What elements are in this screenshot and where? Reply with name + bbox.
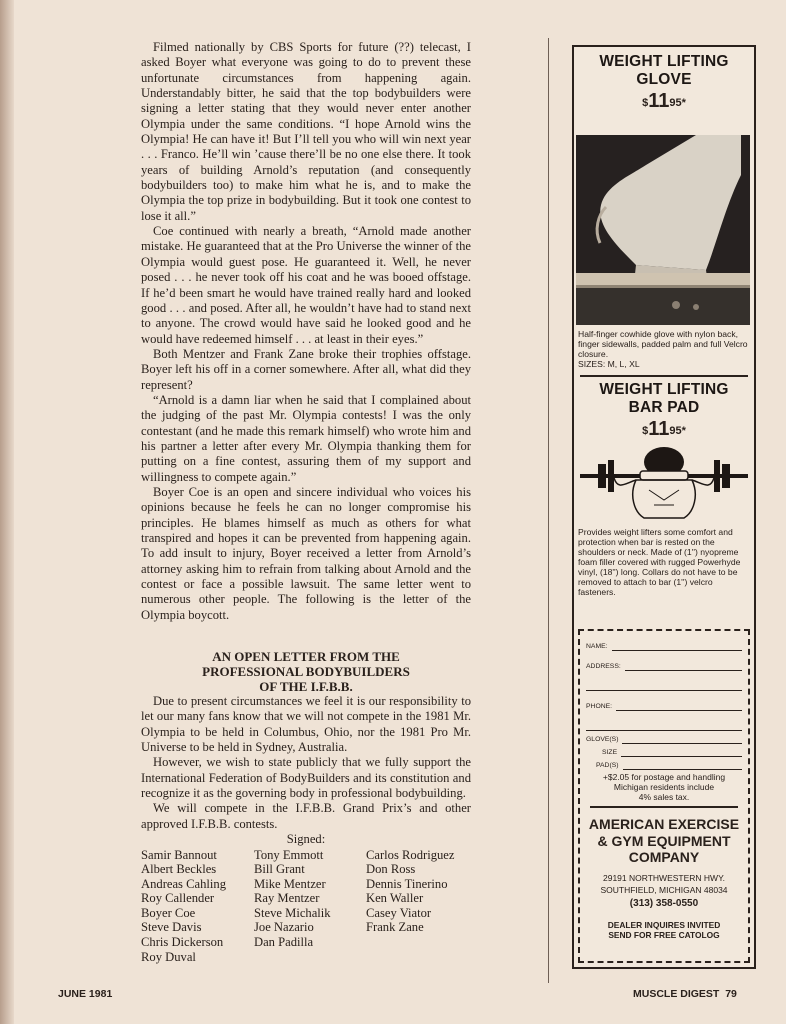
signatory: Boyer Coe — [141, 905, 196, 920]
pad-title-line: BAR PAD — [628, 399, 700, 416]
size-field[interactable] — [621, 749, 742, 757]
signatory: Andreas Cahling — [141, 876, 226, 891]
glove-description-block — [574, 329, 754, 597]
postage-note: +$2.05 for postage and handling — [602, 772, 726, 782]
gloves-label: GLOVE(S) — [586, 736, 619, 743]
address-label: ADDRESS: — [586, 663, 621, 670]
signatory: Mike Mentzer — [254, 876, 326, 891]
open-letter-title — [141, 649, 471, 694]
article-paragraph: Boyer Coe is an open and sincere individual who voices his opinions because he feels he can no longer compromise his principles. He blames himself as much as others for what transpired and hopes it can be prevented from happening again. To add insult to injury, Boyer received a letter from Arnold’s attorney asking him to refrain from talking about Arnold and the contest or face a possible lawsuit. The same letter went to numerous other people. The following is the letter of the Olympia boycott. — [141, 484, 471, 622]
signatory: Dennis Tinerino — [366, 876, 448, 891]
letter-paragraph: Due to present circumstances we feel it is our responsibility to let our many fans know that we will not compete in the 1981 Mr. Olympia to be held in Columbus, Ohio, nor the 1981 Pro Mr. Universe to be held in Sydney, Australia. — [141, 694, 471, 755]
pads-row — [596, 757, 742, 770]
signatory: Don Ross — [366, 862, 416, 877]
price-dollar-sign: $ — [642, 425, 649, 437]
pad-title-line: WEIGHT LIFTING — [599, 381, 729, 398]
signatory: Dan Padilla — [254, 935, 314, 950]
gloves-row — [586, 731, 742, 744]
pad-heading — [574, 381, 754, 417]
name-label: NAME: — [586, 643, 608, 650]
address-field[interactable] — [625, 663, 742, 671]
signatory: Ken Waller — [366, 891, 424, 906]
open-letter-title-line: OF THE I.F.B.B. — [259, 679, 353, 695]
company-name-line: & GYM EQUIPMENT — [597, 832, 731, 849]
article-paragraph: Coe continued with nearly a breath, “Arnold made another mistake. He guaranteed that at the Pro Universe the winner of the Olympia would guest pose. He guaranteed it. Well, he never posed . . . he never took off his coat and he was booed offstage. If he’d been smart he would have trained really hard and looked good . . . and posed. After all, he wouldn’t have had to stand next to anyone. The crowd would have said he looked good and he would have redeemed himself . . . at least in their eyes.” — [141, 224, 471, 346]
bar-pad-illustration — [574, 440, 754, 520]
phone-label: PHONE: — [586, 703, 613, 710]
signatory: Samir Bannout — [141, 847, 217, 862]
company-name-line: COMPANY — [628, 849, 700, 865]
price-dollars: 11 — [648, 418, 670, 440]
tax-note-line: 4% sales tax. — [638, 792, 690, 802]
phone-field[interactable] — [616, 703, 742, 711]
signatory: Ray Mentzer — [254, 891, 320, 906]
gloves-field[interactable] — [622, 736, 742, 744]
magazine-name: MUSCLE DIGEST — [633, 988, 720, 1000]
section-rule — [580, 375, 748, 377]
signatory-column-3 — [366, 848, 471, 965]
pad-price — [574, 418, 754, 440]
glove-title-line: WEIGHT LIFTING — [599, 53, 729, 70]
signatory: Roy Callender — [141, 891, 215, 906]
column-divider — [548, 38, 549, 983]
open-letter-title-line: PROFESSIONAL BODYBUILDERS — [202, 664, 410, 680]
open-letter-title-line: AN OPEN LETTER FROM THE — [212, 649, 400, 665]
address-row-2 — [586, 671, 742, 691]
signatory: Steve Davis — [141, 920, 202, 935]
page-number: 79 — [725, 988, 737, 1000]
signatory: Tony Emmott — [254, 847, 324, 862]
signatory: Chris Dickerson — [141, 935, 224, 950]
price-dollars: 11 — [648, 90, 670, 112]
page-binding-shadow — [0, 0, 14, 1024]
tax-note-line: Michigan residents include — [613, 782, 715, 792]
company-address-line: SOUTHFIELD, MICHIGAN 48034 — [600, 884, 728, 895]
company-address-line: 29191 NORTHWESTERN HWY. — [602, 872, 726, 883]
price-cents: 95* — [669, 97, 686, 109]
pads-label: PAD(S) — [596, 762, 619, 769]
catalog-note: SEND FOR FREE CATOLOG — [608, 929, 720, 940]
article-paragraph: Both Mentzer and Frank Zane broke their trophies offstage. Boyer left his off in a corner somewhere. After all, what did they represent? — [141, 346, 471, 392]
blank-row — [586, 711, 742, 731]
phone-row — [586, 691, 742, 711]
article-column — [141, 40, 471, 964]
glove-title-line: GLOVE — [636, 71, 692, 88]
advertisement — [572, 45, 756, 969]
order-form — [578, 629, 750, 963]
article-paragraph: “Arnold is a damn liar when he said that I complained about the judging of the past Mr. Olympia contests! I was the only contestant (and he made this remark himself) who wrote him and his partner a letter after every Mr. Olympia thanking them for putting on a fine contest, assuring them of my support and willingness to compete again.” — [141, 392, 471, 484]
company-name-line: AMERICAN EXERCISE — [588, 816, 740, 832]
glove-price — [574, 90, 754, 112]
signatory-column-1 — [141, 848, 254, 965]
article-paragraph: Filmed nationally by CBS Sports for future (??) telecast, I asked Boyer what everyone was going to do to prevent these unfortunate circumstances from happening again. Understandably bitter, he said that the top bodybuilders were signing a letter stating that they would never enter another Olympia under the same conditions. “I hope Arnold wins the Olympia! He can have it! But I’ll tell you who will win next year . . . Franco. He’ll win ’cause there’ll be no one else there. It took years of building Arnold’s reputation (and consequently bodybuilders too) to make him what he is, and to make the Olympia the top prize in bodybuilding. But it took one contest to lose it all.” — [141, 40, 471, 223]
address-row — [586, 651, 742, 671]
section-rule — [590, 806, 738, 808]
name-field[interactable] — [612, 643, 742, 651]
glove-heading — [574, 53, 754, 89]
signatories — [141, 848, 471, 965]
size-label: SIZE — [602, 749, 618, 756]
company-phone: (313) 358-0550 — [629, 897, 699, 909]
signatory: Steve Michalik — [254, 905, 331, 920]
size-row — [602, 744, 742, 757]
signatory: Bill Grant — [254, 862, 305, 877]
signatory-column-2 — [254, 848, 366, 965]
signatory: Carlos Rodriguez — [366, 847, 455, 862]
glove-hand-illustration — [576, 135, 750, 325]
signed-label: Signed: — [286, 832, 326, 847]
letter-paragraph: However, we wish to state publicly that we fully support the International Federation of BodyBuilders and its constitution and recognize it as the governing body in professional bodybuilding. — [141, 755, 471, 801]
price-cents: 95* — [669, 425, 686, 437]
signatory: Roy Duval — [141, 949, 196, 964]
price-dollar-sign: $ — [642, 97, 649, 109]
signatory: Albert Beckles — [141, 862, 217, 877]
signatory: Frank Zane — [366, 920, 424, 935]
letter-paragraph: We will compete in the I.F.B.B. Grand Prix’s and other approved I.F.B.B. contests. — [141, 801, 471, 831]
signatory: Joe Nazario — [254, 920, 314, 935]
name-row — [586, 631, 742, 651]
glove-sizes: SIZES: M, L, XL — [578, 359, 640, 369]
glove-description: Half-finger cowhide glove with nylon back, finger sidewalls, padded palm and full Velcro closure. — [578, 329, 748, 359]
issue-date: JUNE 1981 — [58, 988, 113, 1000]
pad-description: Provides weight lifters some comfort and protection when bar is rested on the shoulders or neck. Made of (1'') nyopreme foam filler covered with rugged Powerhyde vinyl, (18'') long. Collars do not have to be removed to attach to bar (1'') velcro fasteners. — [578, 527, 741, 597]
signatory: Casey Viator — [366, 905, 432, 920]
glove-photo — [576, 135, 750, 325]
footer-folio — [633, 988, 737, 1000]
blank-field[interactable] — [586, 723, 742, 731]
dealer-note: DEALER INQUIRES INVITED — [607, 919, 721, 930]
pads-field[interactable] — [623, 762, 742, 770]
address-field-2[interactable] — [586, 683, 742, 691]
